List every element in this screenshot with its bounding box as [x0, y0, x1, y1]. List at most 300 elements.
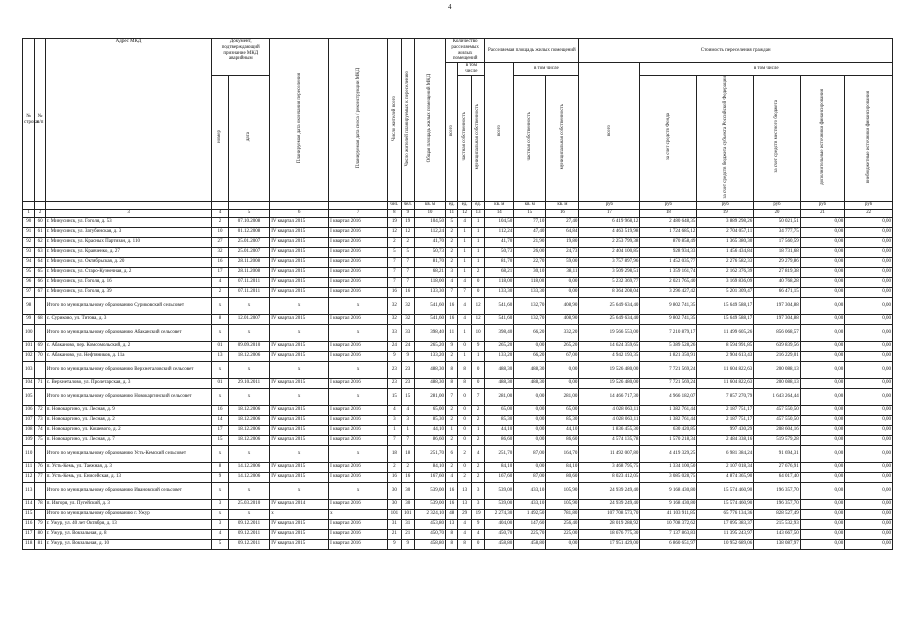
- count-private-cell: 1: [458, 351, 471, 361]
- cost-extra-cell: 0,00: [800, 314, 844, 324]
- row-number-cell: 91: [23, 227, 35, 237]
- cost-fund-cell: 1 724 685,12: [640, 227, 697, 237]
- residents-planned-cell: 18: [401, 445, 414, 462]
- doc-number-cell: 4: [212, 529, 229, 539]
- doc-date-cell: 07.11.2011: [228, 287, 269, 297]
- address-cell: г. Минусинск, ул. Затубинская, д. 3: [45, 227, 212, 237]
- doc-date-cell: x: [228, 361, 269, 378]
- cost-total-cell: 2 404 100,85: [579, 247, 640, 257]
- table-row: [23, 277, 893, 287]
- cost-extra-cell: 0,00: [800, 361, 844, 378]
- address-cell: Итого по муниципальному образованию Верхнеталовский сельсовет: [45, 361, 212, 378]
- count-municipal-cell: 4: [471, 529, 484, 539]
- planned-demolition-cell: I квартал 2016: [329, 405, 388, 415]
- area-private-cell: 433,10: [514, 499, 546, 509]
- area-total-cell: 84,10: [485, 462, 514, 472]
- cost-offbudget-cell: 0,00: [845, 217, 893, 227]
- header-doc-number: номер: [212, 75, 229, 201]
- residents-total-cell: 24: [388, 341, 401, 351]
- count-private-cell: 0: [458, 405, 471, 415]
- area-municipal-cell: 105,90: [546, 482, 579, 499]
- count-private-cell: 13: [458, 499, 471, 509]
- cost-local-cell: 828 527,49: [754, 509, 801, 519]
- address-cell: Итого по муниципальному образованию Ивановский сельсовет: [45, 482, 212, 499]
- pp-cell: 67: [35, 287, 45, 297]
- area-municipal-cell: 64,84: [546, 227, 579, 237]
- cost-region-cell: 1 456 434,84: [697, 247, 754, 257]
- header-area-municipal: муниципальная собственность: [546, 75, 579, 201]
- count-municipal-cell: 1: [471, 237, 484, 247]
- doc-number-cell: x: [212, 509, 229, 519]
- area-total-cell: 86,60: [485, 435, 514, 445]
- pp-cell: 69: [35, 341, 45, 351]
- cost-fund-cell: 2 021 765,40: [640, 277, 697, 287]
- pp-cell: [35, 297, 45, 314]
- area-private-cell: 0,00: [514, 405, 546, 415]
- header-cost-region: за счет средств бюджета субъекта Российской Федерации: [697, 75, 754, 201]
- residents-total-cell: 2: [388, 462, 401, 472]
- cost-extra-cell: 0,00: [800, 519, 844, 529]
- count-total-cell: 11: [446, 324, 458, 341]
- row-number-cell: 93: [23, 247, 35, 257]
- doc-date-cell: x: [228, 297, 269, 314]
- count-private-cell: 8: [458, 378, 471, 388]
- residents-planned-cell: 2: [401, 462, 414, 472]
- total-area-cell: 133,20: [414, 351, 445, 361]
- pp-cell: 63: [35, 247, 45, 257]
- cost-fund-cell: 41 103 911,85: [640, 509, 697, 519]
- row-number-cell: 105: [23, 388, 35, 405]
- residents-total-cell: 15: [388, 388, 401, 405]
- column-number-cell: 10: [414, 209, 445, 217]
- cost-fund-cell: 9 168 430,80: [640, 499, 697, 509]
- column-number-cell: 1: [23, 209, 35, 217]
- column-number-cell: 12: [458, 209, 471, 217]
- count-private-cell: 1: [458, 324, 471, 341]
- count-private-cell: 2: [458, 445, 471, 462]
- count-private-cell: 0: [458, 388, 471, 405]
- cost-offbudget-cell: 0,00: [845, 415, 893, 425]
- row-number-cell: 107: [23, 415, 35, 425]
- cost-extra-cell: 0,00: [800, 482, 844, 499]
- doc-number-cell: x: [212, 361, 229, 378]
- area-private-cell: 87,00: [514, 445, 546, 462]
- cost-extra-cell: 0,00: [800, 341, 844, 351]
- count-municipal-cell: 10: [471, 324, 484, 341]
- total-area-cell: 541,60: [414, 297, 445, 314]
- header-count-incl: в том числе: [458, 63, 485, 76]
- cost-region-cell: 7 857 270,79: [697, 388, 754, 405]
- residents-total-cell: 7: [388, 257, 401, 267]
- planned-end-cell: IV квартал 2015: [270, 287, 329, 297]
- doc-number-cell: 10: [212, 227, 229, 237]
- area-total-cell: 265,20: [485, 341, 514, 351]
- residents-planned-cell: 12: [401, 227, 414, 237]
- count-municipal-cell: 0: [471, 539, 484, 549]
- doc-date-cell: x: [228, 324, 269, 341]
- residents-total-cell: 23: [388, 378, 401, 388]
- cost-local-cell: 1 643 264,44: [754, 388, 801, 405]
- count-private-cell: 1: [458, 227, 471, 237]
- doc-date-cell: 09.12.2011: [228, 539, 269, 549]
- residents-total-cell: 7: [388, 267, 401, 277]
- area-total-cell: 118,00: [485, 277, 514, 287]
- area-total-cell: 488,30: [485, 378, 514, 388]
- planned-demolition-cell: I квартал 2016: [329, 314, 388, 324]
- total-area-cell: 50,73: [414, 247, 445, 257]
- cost-offbudget-cell: 0,00: [845, 539, 893, 549]
- residents-planned-cell: 23: [401, 361, 414, 378]
- cost-fund-cell: 630 420,85: [640, 425, 697, 435]
- column-number-cell: 11: [446, 209, 458, 217]
- doc-number-cell: 17: [212, 267, 229, 277]
- cost-extra-cell: 0,00: [800, 324, 844, 341]
- doc-number-cell: 5: [212, 539, 229, 549]
- count-municipal-cell: 1: [471, 257, 484, 267]
- address-cell: п. Усть-Кемь, ул. Енисейская, д. 13: [45, 472, 212, 482]
- count-private-cell: 4: [458, 519, 471, 529]
- cost-extra-cell: 0,00: [800, 287, 844, 297]
- row-number-cell: 108: [23, 425, 35, 435]
- row-number-cell: 111: [23, 462, 35, 472]
- doc-date-cell: x: [228, 482, 269, 499]
- planned-demolition-cell: x: [329, 297, 388, 314]
- residents-planned-cell: 7: [401, 435, 414, 445]
- cost-extra-cell: 0,00: [800, 267, 844, 277]
- row-number-cell: 114: [23, 499, 35, 509]
- count-municipal-cell: 1: [471, 351, 484, 361]
- unit-cell: ед.: [446, 201, 458, 209]
- row-number-cell: 115: [23, 509, 35, 519]
- count-municipal-cell: 2: [471, 435, 484, 445]
- cost-fund-cell: 1 452 035,77: [640, 257, 697, 267]
- count-private-cell: 7: [458, 287, 471, 297]
- cost-local-cell: 457 550,50: [754, 415, 801, 425]
- pp-cell: 74: [35, 425, 45, 435]
- area-total-cell: 65,00: [485, 405, 514, 415]
- count-total-cell: 9: [446, 341, 458, 351]
- cost-region-cell: 2 162 376,39: [697, 267, 754, 277]
- count-private-cell: 1: [458, 237, 471, 247]
- cost-fund-cell: 9 802 741,35: [640, 297, 697, 314]
- doc-date-cell: 18.12.2006: [228, 425, 269, 435]
- doc-number-cell: 15: [212, 435, 229, 445]
- count-total-cell: 16: [446, 482, 458, 499]
- row-number-cell: 90: [23, 217, 35, 227]
- cost-extra-cell: 0,00: [800, 297, 844, 314]
- cost-local-cell: 856 068,57: [754, 324, 801, 341]
- total-area-cell: 539,00: [414, 499, 445, 509]
- cost-local-cell: 196 357,70: [754, 482, 801, 499]
- area-municipal-cell: 265,20: [546, 341, 579, 351]
- header-address: Адрес МКД: [45, 39, 212, 202]
- count-private-cell: 0: [458, 425, 471, 435]
- count-municipal-cell: 0: [471, 277, 484, 287]
- planned-end-cell: IV квартал 2015: [270, 267, 329, 277]
- row-number-cell: 109: [23, 435, 35, 445]
- doc-number-cell: 01: [212, 341, 229, 351]
- pp-cell: 75: [35, 435, 45, 445]
- address-cell: г. Минусинск, ул. Гоголя, д. 16: [45, 277, 212, 287]
- table-row: [23, 499, 893, 509]
- area-municipal-cell: 44,10: [546, 425, 579, 435]
- residents-total-cell: 2: [388, 237, 401, 247]
- area-total-cell: 44,10: [485, 425, 514, 435]
- planned-demolition-cell: I квартал 2016: [329, 237, 388, 247]
- area-municipal-cell: 0,00: [546, 277, 579, 287]
- count-municipal-cell: 2: [471, 405, 484, 415]
- area-private-cell: 21,90: [514, 237, 546, 247]
- table-row: [23, 472, 893, 482]
- area-municipal-cell: 225,00: [546, 529, 579, 539]
- area-private-cell: 30,10: [514, 267, 546, 277]
- planned-demolition-cell: I квартал 2016: [329, 217, 388, 227]
- pp-cell: [35, 509, 45, 519]
- page-number: 4: [448, 3, 452, 11]
- row-number-cell: 102: [23, 351, 35, 361]
- cost-region-cell: 997 430,29: [697, 425, 754, 435]
- residents-planned-cell: 7: [401, 257, 414, 267]
- cost-fund-cell: 1 382 761,44: [640, 405, 697, 415]
- doc-number-cell: 01: [212, 378, 229, 388]
- area-private-cell: 0,00: [514, 341, 546, 351]
- area-private-cell: 118,00: [514, 277, 546, 287]
- pp-cell: 64: [35, 257, 45, 267]
- cost-region-cell: 65 776 134,36: [697, 509, 754, 519]
- table-row: [23, 287, 893, 297]
- table-row: [23, 378, 893, 388]
- cost-extra-cell: 0,00: [800, 388, 844, 405]
- residents-planned-cell: 19: [401, 217, 414, 227]
- pp-cell: 79: [35, 519, 45, 529]
- column-number-cell: 13: [471, 209, 484, 217]
- table-row: [23, 267, 893, 277]
- address-cell: с. Абаканово, пер. Комсомольский, д. 2: [45, 341, 212, 351]
- cost-local-cell: 27 676,91: [754, 462, 801, 472]
- column-number-cell: 3: [45, 209, 212, 217]
- pp-cell: 73: [35, 415, 45, 425]
- table-row: [23, 361, 893, 378]
- residents-planned-cell: 9: [401, 539, 414, 549]
- count-municipal-cell: 0: [471, 361, 484, 378]
- count-private-cell: 0: [458, 435, 471, 445]
- total-area-cell: 112,24: [414, 227, 445, 237]
- planned-end-cell: IV квартал 2015: [270, 237, 329, 247]
- total-area-cell: 84,10: [414, 462, 445, 472]
- cost-fund-cell: 3 296 427,42: [640, 287, 697, 297]
- planned-demolition-cell: I квартал 2016: [329, 247, 388, 257]
- count-private-cell: 0: [458, 415, 471, 425]
- row-number-cell: 100: [23, 324, 35, 341]
- cost-total-cell: 1 836 455,30: [579, 425, 640, 435]
- unit-cell: кв. м: [485, 201, 514, 209]
- total-area-cell: 458,80: [414, 539, 445, 549]
- count-total-cell: 13: [446, 519, 458, 529]
- address-cell: с. Абаканово, ул. Нефтяников, д. 11а: [45, 351, 212, 361]
- cost-region-cell: 11 604 822,63: [697, 361, 754, 378]
- cost-offbudget-cell: 0,00: [845, 351, 893, 361]
- doc-date-cell: 09.12.2011: [228, 529, 269, 539]
- cost-total-cell: 107 708 573,70: [579, 509, 640, 519]
- column-number-cell: 18: [640, 209, 697, 217]
- total-area-cell: 398,40: [414, 324, 445, 341]
- column-number-cell: 6: [270, 209, 329, 217]
- planned-demolition-cell: I квартал 2016: [329, 378, 388, 388]
- residents-total-cell: 18: [388, 445, 401, 462]
- cost-offbudget-cell: 0,00: [845, 277, 893, 287]
- table-row: [23, 297, 893, 314]
- cost-fund-cell: 10 708 372,62: [640, 519, 697, 529]
- unit-cell: ед.: [471, 201, 484, 209]
- cost-fund-cell: 1 334 100,50: [640, 462, 697, 472]
- cost-offbudget-cell: 0,00: [845, 445, 893, 462]
- planned-demolition-cell: I квартал 2016: [329, 499, 388, 509]
- cost-offbudget-cell: 0,00: [845, 425, 893, 435]
- unit-cell: кв. м: [414, 201, 445, 209]
- residents-total-cell: 3: [388, 415, 401, 425]
- total-area-cell: 265,20: [414, 341, 445, 351]
- pp-cell: 81: [35, 539, 45, 549]
- planned-end-cell: IV квартал 2014: [270, 499, 329, 509]
- count-municipal-cell: 9: [471, 341, 484, 351]
- count-municipal-cell: 3: [471, 482, 484, 499]
- cost-offbudget-cell: 0,00: [845, 267, 893, 277]
- header-cost-offbudget: внебюджетные источники финансирования: [845, 75, 893, 201]
- header-cost: Стоимость переселения граждан: [579, 39, 893, 63]
- count-private-cell: 1: [458, 267, 471, 277]
- count-total-cell: 7: [446, 388, 458, 405]
- total-area-cell: 488,30: [414, 378, 445, 388]
- header-pp: № п/п: [35, 39, 45, 202]
- planned-demolition-cell: I квартал 2016: [329, 529, 388, 539]
- area-total-cell: 404,00: [485, 519, 514, 529]
- residents-total-cell: 19: [388, 217, 401, 227]
- doc-number-cell: 8: [212, 314, 229, 324]
- cost-extra-cell: 0,00: [800, 257, 844, 267]
- pp-cell: [35, 482, 45, 499]
- table-row: [23, 217, 893, 227]
- total-area-cell: 65,00: [414, 405, 445, 415]
- area-municipal-cell: 84,10: [546, 462, 579, 472]
- count-total-cell: 48: [446, 509, 458, 519]
- area-private-cell: 132,70: [514, 297, 546, 314]
- area-private-cell: 66,20: [514, 324, 546, 341]
- planned-demolition-cell: I квартал 2016: [329, 341, 388, 351]
- count-total-cell: 8: [446, 361, 458, 378]
- cost-region-cell: 6 981 384,24: [697, 445, 754, 462]
- area-private-cell: 66,20: [514, 351, 546, 361]
- column-number-cell: 19: [697, 209, 754, 217]
- cost-total-cell: 24 939 249,40: [579, 499, 640, 509]
- doc-date-cell: x: [228, 509, 269, 519]
- cost-region-cell: 10 952 689,06: [697, 539, 754, 549]
- header-planned-demolition: Планируемая дата сноса / реконструкции МКД: [329, 39, 388, 202]
- header-doc-date: дата: [228, 75, 269, 201]
- area-total-cell: 251,70: [485, 445, 514, 462]
- header-area-incl: в том числе: [514, 63, 579, 76]
- row-number-cell: 94: [23, 257, 35, 267]
- cost-local-cell: 17 560,59: [754, 237, 801, 247]
- planned-end-cell: IV квартал 2015: [270, 217, 329, 227]
- area-municipal-cell: 408,90: [546, 314, 579, 324]
- area-municipal-cell: 0,00: [546, 361, 579, 378]
- header-cost-local: за счет средств местного бюджета: [754, 75, 801, 201]
- table-row: [23, 539, 893, 549]
- cost-local-cell: 216 229,01: [754, 351, 801, 361]
- cost-fund-cell: 7 210 879,17: [640, 324, 697, 341]
- cost-fund-cell: 7 721 569,24: [640, 361, 697, 378]
- residents-planned-cell: 2: [401, 237, 414, 247]
- header-cost-extra: дополнительные источники финансирования: [800, 75, 844, 201]
- cost-extra-cell: 0,00: [800, 247, 844, 257]
- cost-offbudget-cell: 0,00: [845, 499, 893, 509]
- planned-end-cell: IV квартал 2015: [270, 341, 329, 351]
- row-number-cell: 99: [23, 314, 35, 324]
- area-total-cell: 133,20: [485, 351, 514, 361]
- area-municipal-cell: 85,30: [546, 415, 579, 425]
- row-number-cell: 103: [23, 361, 35, 378]
- count-private-cell: 0: [458, 462, 471, 472]
- cost-extra-cell: 0,00: [800, 277, 844, 287]
- residents-total-cell: 12: [388, 227, 401, 237]
- planned-demolition-cell: x: [329, 388, 388, 405]
- count-total-cell: 2: [446, 405, 458, 415]
- cost-extra-cell: 0,00: [800, 509, 844, 519]
- cost-offbudget-cell: 0,00: [845, 519, 893, 529]
- residents-total-cell: 30: [388, 499, 401, 509]
- address-cell: г. Ужур, ул. Вокзальная, д. 10: [45, 539, 212, 549]
- doc-date-cell: 07.11.2011: [228, 277, 269, 287]
- cost-offbudget-cell: 0,00: [845, 529, 893, 539]
- cost-region-cell: 2 187 751,17: [697, 405, 754, 415]
- area-total-cell: 541,60: [485, 297, 514, 314]
- cost-extra-cell: 0,00: [800, 378, 844, 388]
- row-number-cell: 95: [23, 267, 35, 277]
- cost-region-cell: 15 649 588,17: [697, 297, 754, 314]
- planned-end-cell: IV квартал 2015: [270, 314, 329, 324]
- table-row: [23, 247, 893, 257]
- area-total-cell: 68,21: [485, 267, 514, 277]
- planned-demolition-cell: I квартал 2016: [329, 287, 388, 297]
- header-cost-fund: за счет средств Фонда: [640, 75, 697, 201]
- cost-extra-cell: 0,00: [800, 462, 844, 472]
- address-cell: Итого по муниципальному образованию Усть-Кемский сельсовет: [45, 445, 212, 462]
- count-municipal-cell: 9: [471, 519, 484, 529]
- doc-number-cell: x: [212, 297, 229, 314]
- doc-number-cell: 2: [212, 287, 229, 297]
- area-total-cell: 539,00: [485, 499, 514, 509]
- doc-number-cell: 4: [212, 277, 229, 287]
- count-total-cell: 3: [446, 267, 458, 277]
- area-total-cell: 133,30: [485, 287, 514, 297]
- area-municipal-cell: 0,00: [546, 539, 579, 549]
- row-number-cell: 98: [23, 297, 35, 314]
- cost-local-cell: 29 279,86: [754, 257, 801, 267]
- cost-total-cell: 11 492 007,80: [579, 445, 640, 462]
- cost-total-cell: 4 028 063,11: [579, 405, 640, 415]
- total-area-cell: 85,30: [414, 415, 445, 425]
- pp-cell: 77: [35, 472, 45, 482]
- planned-demolition-cell: x: [329, 509, 388, 519]
- area-total-cell: 167,60: [485, 472, 514, 482]
- planned-end-cell: IV квартал 2015: [270, 462, 329, 472]
- total-area-cell: 450,70: [414, 529, 445, 539]
- cost-offbudget-cell: 0,00: [845, 482, 893, 499]
- residents-planned-cell: 30: [401, 482, 414, 499]
- unit-cell: руб: [754, 201, 801, 209]
- unit-cell: чел.: [401, 201, 414, 209]
- unit-cell: чел.: [388, 201, 401, 209]
